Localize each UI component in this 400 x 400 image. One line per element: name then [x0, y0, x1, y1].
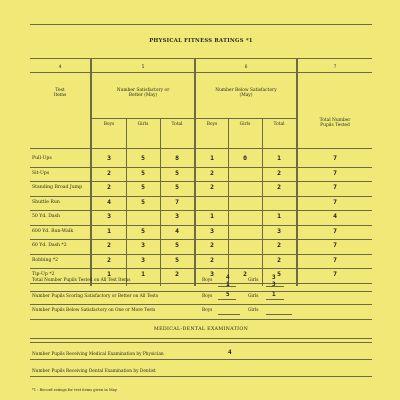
- row-value: 4: [333, 212, 337, 220]
- row-value: 2: [277, 183, 281, 191]
- summary-tested-girls-b: 3: [272, 281, 276, 288]
- row-label: 60 Yd. Dash *2: [32, 243, 67, 248]
- summary-below-label: Number Pupils Below Satisfactory on One or More Tests: [32, 308, 156, 313]
- row-value: 3: [107, 154, 111, 162]
- row-value: 3: [175, 212, 179, 220]
- row-value: 7: [333, 255, 337, 264]
- row-rule: [30, 254, 372, 255]
- medical-physician-label: Number Pupils Receiving Medical Examination by Physician: [32, 352, 164, 357]
- row-value: 2: [107, 168, 111, 177]
- row-value: 4: [107, 197, 111, 206]
- row-rule: [30, 181, 372, 182]
- row-label: 600 Yd. Run-Walk: [32, 228, 74, 234]
- girls-blank-3: [266, 314, 292, 315]
- row-value: 2: [210, 168, 214, 177]
- row-value: 2: [107, 241, 111, 249]
- medical-rule-top: [30, 338, 372, 339]
- row-value: 2: [277, 255, 281, 264]
- row-value: 2: [277, 241, 281, 249]
- row-label: Sit-Ups: [32, 170, 50, 176]
- summary-satisfactory-boys: 5: [226, 291, 230, 298]
- row-rule: [30, 239, 372, 240]
- col-number-7: 7: [333, 65, 337, 70]
- sub-header-girls-below: Girls: [239, 122, 251, 127]
- row-value: 7: [333, 241, 337, 249]
- row-value: 7: [333, 270, 337, 278]
- row-value: 1: [210, 212, 214, 220]
- row-value: 3: [107, 212, 111, 220]
- row-value: 2: [210, 255, 214, 264]
- row-value: 5: [175, 168, 179, 177]
- row-value: 1: [141, 270, 145, 278]
- summary-rule-3: [30, 319, 372, 320]
- table-top-rule: [30, 58, 372, 59]
- row-value: 7: [175, 197, 179, 206]
- row-value: 5: [141, 183, 145, 191]
- row-value: 7: [333, 226, 337, 235]
- sub-header-total: Total: [171, 122, 183, 127]
- footnote: *1 : Record ratings for test items given in May.: [32, 388, 118, 392]
- row-rule: [30, 210, 372, 211]
- row-value: 1: [277, 212, 281, 220]
- row-value: 3: [210, 270, 214, 278]
- row-value: 5: [141, 226, 145, 235]
- col-number-rule: [30, 72, 372, 73]
- row-value: 3: [210, 226, 214, 235]
- summary-tested-girls: 3: [272, 274, 276, 281]
- row-value: 2: [210, 183, 214, 191]
- row-value: 2: [243, 270, 247, 278]
- row-value: 5: [141, 197, 145, 206]
- sub-header-rule: [92, 118, 296, 119]
- medical-physician-value: 4: [228, 349, 232, 356]
- medical-rule-1: [30, 359, 372, 360]
- row-value: 1: [107, 270, 111, 278]
- col-number-6: 6: [244, 65, 248, 70]
- summary-tested-boys: 4: [226, 274, 230, 281]
- medical-rule-2: [30, 376, 372, 377]
- row-rule: [30, 167, 372, 168]
- row-value: 1: [277, 154, 281, 162]
- medical-rule-top-2: [30, 342, 372, 343]
- header-test-items: Test Items: [53, 88, 67, 99]
- header-below: Number Below Satisfactory (May): [215, 88, 277, 99]
- sub-divider-c: [228, 118, 229, 286]
- row-value: 2: [277, 168, 281, 177]
- row-rule: [30, 196, 372, 197]
- row-value: 5: [141, 154, 145, 162]
- row-value: 7: [333, 197, 337, 206]
- row-label: 50 Yd. Dash: [32, 214, 60, 219]
- form-title: PHYSICAL FITNESS RATINGS *1: [149, 38, 253, 44]
- fitness-form: [30, 14, 372, 400]
- boys-blank-3: [218, 314, 240, 315]
- sub-header-total-below: Total: [273, 122, 285, 127]
- summary-rule-2: [30, 304, 372, 305]
- row-value: 5: [277, 270, 281, 278]
- row-value: 5: [175, 255, 179, 264]
- sub-header-boys-below: Boys: [206, 122, 218, 127]
- top-rule: [30, 24, 372, 25]
- row-value: 7: [333, 154, 337, 162]
- row-value: 1: [210, 154, 214, 162]
- medical-heading: MEDICAL-DENTAL EXAMINATION: [153, 327, 249, 332]
- girls-blank-2: [266, 299, 284, 300]
- girls-blank-1: [266, 286, 284, 287]
- header-total-tested: Total Number Pupils Tested: [319, 118, 351, 129]
- row-value: 3: [141, 241, 145, 249]
- summary-girls-label-3: Girls: [248, 308, 259, 313]
- row-value: 8: [175, 154, 179, 162]
- sub-header-boys: Boys: [103, 122, 115, 127]
- row-label: Bobbing *2: [32, 257, 59, 263]
- summary-boys-label-3: Boys: [202, 308, 213, 313]
- summary-tested-label: Total Number Pupils Tested on All Test Items: [32, 278, 131, 283]
- row-value: 5: [175, 241, 179, 249]
- summary-tested-boys-b: 1: [226, 281, 230, 288]
- row-value: 2: [107, 255, 111, 264]
- row-value: 0: [243, 154, 247, 162]
- col-number-4: 4: [58, 65, 62, 70]
- row-rule: [30, 225, 372, 226]
- row-value: 3: [277, 226, 281, 235]
- row-value: 5: [175, 183, 179, 191]
- summary-satisfactory-label: Number Pupils Scoring Satisfactory or Better on All Tests: [32, 294, 159, 299]
- row-value: 2: [210, 241, 214, 249]
- row-label: Pull-Ups: [32, 156, 52, 161]
- medical-dentist-label: Number Pupils Receiving Dental Examination by Dentist: [32, 369, 156, 374]
- row-value: 7: [333, 168, 337, 177]
- row-label: Shuttle Run: [32, 199, 60, 205]
- summary-rule-1: [30, 291, 372, 292]
- row-value: 1: [107, 226, 111, 235]
- row-value: 5: [141, 168, 145, 177]
- boys-blank-2: [218, 299, 236, 300]
- sub-header-girls: Girls: [137, 122, 149, 127]
- summary-boys-label-1: Boys: [202, 278, 213, 283]
- boys-blank-1: [218, 286, 236, 287]
- summary-girls-label-1: Girls: [248, 278, 259, 283]
- header-bottom-rule: [30, 148, 372, 149]
- header-satisfactory: Number Satisfactory or Better (May): [116, 88, 170, 99]
- row-label: Tip-Up *2: [32, 272, 55, 277]
- col-number-5: 5: [141, 65, 145, 70]
- row-value: 2: [175, 270, 179, 278]
- summary-boys-label-2: Boys: [202, 294, 213, 299]
- row-value: 4: [175, 226, 179, 235]
- summary-girls-label-2: Girls: [248, 294, 259, 299]
- row-value: 2: [107, 183, 111, 191]
- row-label: Standing Broad Jump: [32, 185, 83, 190]
- summary-satisfactory-girls: 1: [272, 291, 276, 298]
- row-rule: [30, 268, 372, 269]
- row-value: 7: [333, 183, 337, 191]
- row-value: 3: [141, 255, 145, 264]
